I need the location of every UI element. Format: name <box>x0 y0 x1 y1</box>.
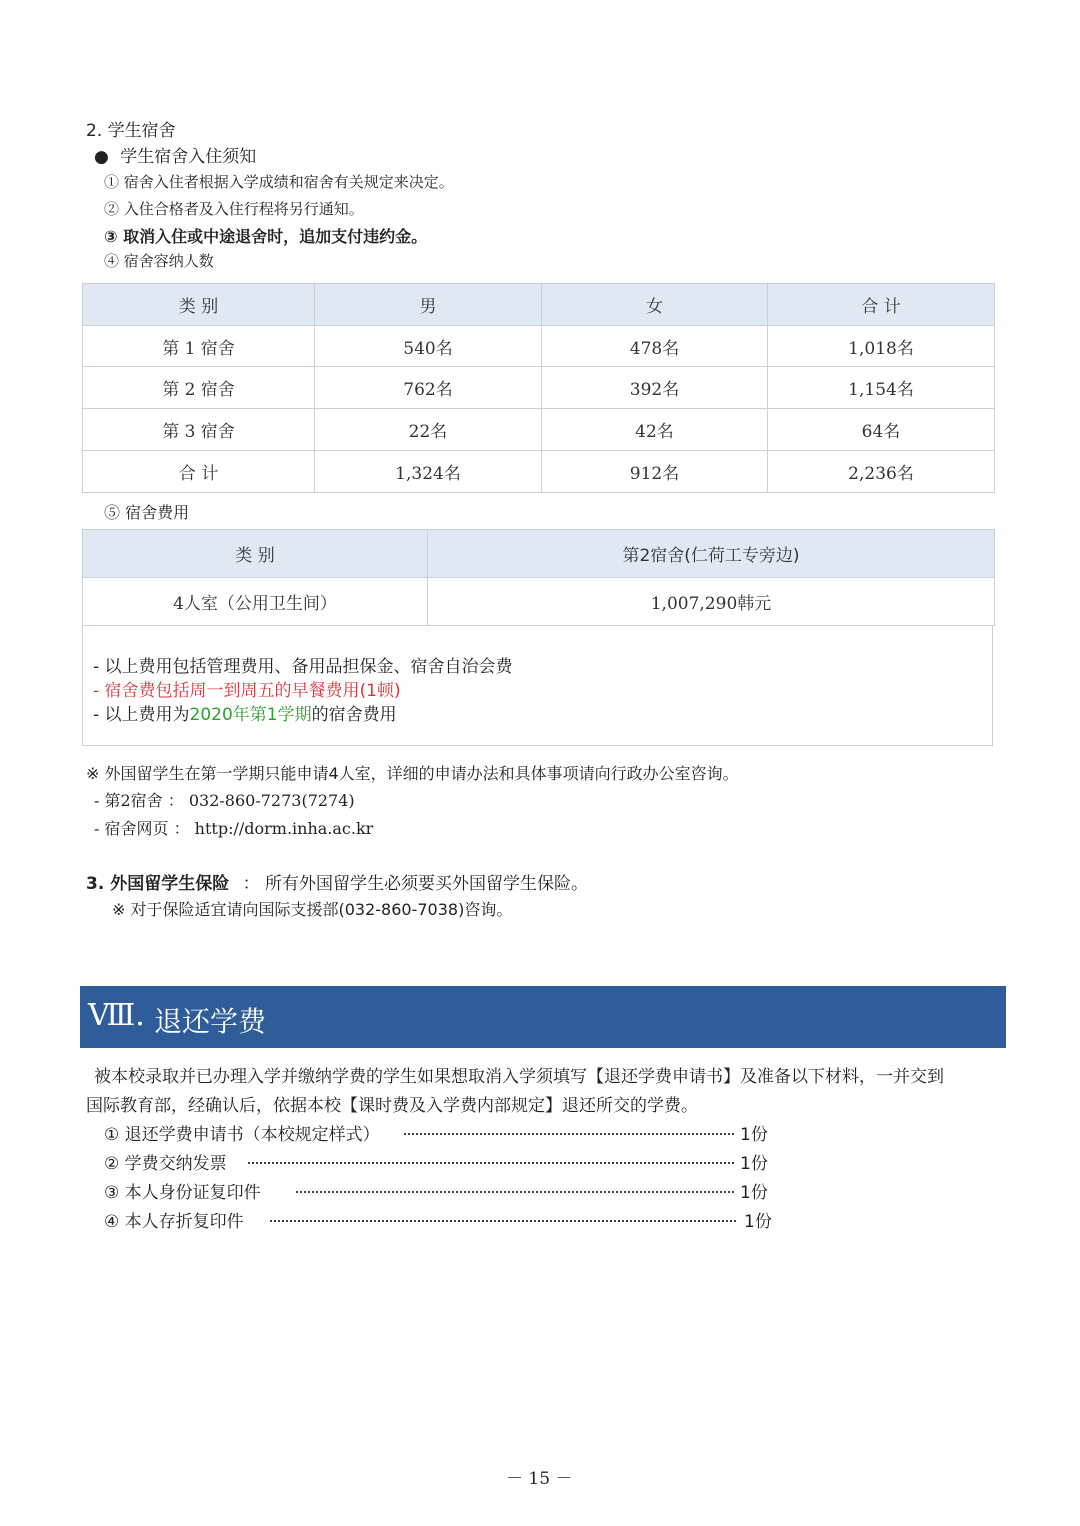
cell: 1,154名 <box>768 367 995 409</box>
cell: 第 1 宿舍 <box>83 326 315 367</box>
cell: 912名 <box>542 451 768 493</box>
refund-item-4-qty: 1份 <box>744 1212 772 1232</box>
header-dorm2: 第2宿舍(仁荷工专旁边) <box>428 530 995 578</box>
fee-note-2: - 宿舍费包括周一到周五的早餐费用(1顿) <box>93 681 401 701</box>
bullet-dorm-notice <box>94 142 256 167</box>
room-type-cell: 4人室（公用卫生间） <box>83 578 428 626</box>
dotted-leader <box>404 1133 734 1135</box>
table-row <box>83 578 995 626</box>
cell: 第 2 宿舍 <box>83 367 315 409</box>
notice-item-1: ① 宿舍入住者根据入学成绩和宿舍有关规定来决定。 <box>104 173 454 191</box>
table-row <box>83 326 995 367</box>
fee-table <box>82 529 995 626</box>
cell: 42名 <box>542 409 768 451</box>
cell: 22名 <box>315 409 542 451</box>
cell: 392名 <box>542 367 768 409</box>
table-header-row <box>83 284 995 326</box>
table-header-row <box>83 530 995 578</box>
refund-item-3-qty: 1份 <box>740 1183 768 1203</box>
page-number: － 15 － <box>506 1469 573 1489</box>
header-total: 合 计 <box>768 284 995 326</box>
remark-website: - 宿舍网页 ： http://dorm.inha.ac.kr <box>94 819 374 838</box>
cell: 合 计 <box>83 451 315 493</box>
notice-item-2: ② 入住合格者及入住行程将另行通知。 <box>104 200 364 218</box>
refund-paragraph-line-2: 国际教育部，经确认后，依据本校【课时费及入学费内部规定】退还所交的学费。 <box>86 1096 698 1116</box>
bullet-label: 学生宿舍入住须知 <box>120 147 257 167</box>
refund-item-2-label: ② 学费交纳发票 <box>104 1154 227 1174</box>
fee-notes-box <box>82 626 993 746</box>
banner-title: 退还学费 <box>154 1005 267 1038</box>
remark-note: ※ 外国留学生在第一学期只能申请4人室，详细的申请办法和具体事项请向行政办公室咨询。 <box>86 764 739 783</box>
cell: 第 3 宿舍 <box>83 409 315 451</box>
banner-number: Ⅷ. <box>88 998 145 1033</box>
header-female: 女 <box>542 284 768 326</box>
fee-note-3-highlight: 2020年第1学期 <box>189 705 312 725</box>
refund-item-3-label: ③ 本人身份证复印件 <box>104 1183 261 1203</box>
table-row <box>83 409 995 451</box>
refund-item-1-label: ① 退还学费申请书（本校规定样式） <box>104 1125 380 1145</box>
refund-item-4-label: ④ 本人存折复印件 <box>104 1212 244 1232</box>
section-heading-insurance: 3. 外国留学生保险 <box>86 874 230 894</box>
section-banner <box>80 986 1006 1048</box>
fee-title: ⑤ 宿舍费用 <box>104 503 190 522</box>
cell: 64名 <box>768 409 995 451</box>
refund-paragraph-line-1: 被本校录取并已办理入学并缴纳学费的学生如果想取消入学须填写【退还学费申请书】及准备以下材料，一并交到 <box>94 1067 944 1087</box>
insurance-note: ※ 对于保险适宜请向国际支援部(032-860-7038)咨询。 <box>112 900 513 919</box>
cell: 478名 <box>542 326 768 367</box>
cell: 762名 <box>315 367 542 409</box>
remark-phone: - 第2宿舍 ： 032-860-7273(7274) <box>94 791 355 810</box>
cell: 1,324名 <box>315 451 542 493</box>
notice-item-3: ③ 取消入住或中途退舍时，追加支付违约金。 <box>104 227 428 246</box>
dotted-leader <box>248 1162 734 1164</box>
fee-note-3-suffix: 的宿舍费用 <box>311 705 397 725</box>
section-heading-dormitory: 2. 学生宿舍 <box>86 121 176 141</box>
fee-note-3 <box>93 700 397 725</box>
insurance-text: ： 所有外国留学生必须要买外国留学生保险。 <box>242 874 589 894</box>
header-category: 类 别 <box>83 530 428 578</box>
bullet-dot-icon: ● <box>94 147 109 167</box>
capacity-table <box>82 283 995 493</box>
dotted-leader <box>296 1191 734 1193</box>
header-male: 男 <box>315 284 542 326</box>
notice-item-4: ④ 宿舍容纳人数 <box>104 252 214 270</box>
section-insurance <box>86 869 588 894</box>
table-total-row <box>83 451 995 493</box>
dotted-leader <box>270 1220 736 1222</box>
cell: 2,236名 <box>768 451 995 493</box>
refund-item-2-qty: 1份 <box>740 1154 768 1174</box>
refund-item-1-qty: 1份 <box>740 1125 768 1145</box>
fee-note-1: - 以上费用包括管理费用、备用品担保金、宿舍自治会费 <box>93 657 513 677</box>
header-category: 类 别 <box>83 284 315 326</box>
fee-note-3-prefix: - 以上费用为 <box>93 705 190 725</box>
table-row <box>83 367 995 409</box>
cell: 540名 <box>315 326 542 367</box>
cell: 1,018名 <box>768 326 995 367</box>
fee-amount-cell: 1,007,290韩元 <box>428 578 995 626</box>
